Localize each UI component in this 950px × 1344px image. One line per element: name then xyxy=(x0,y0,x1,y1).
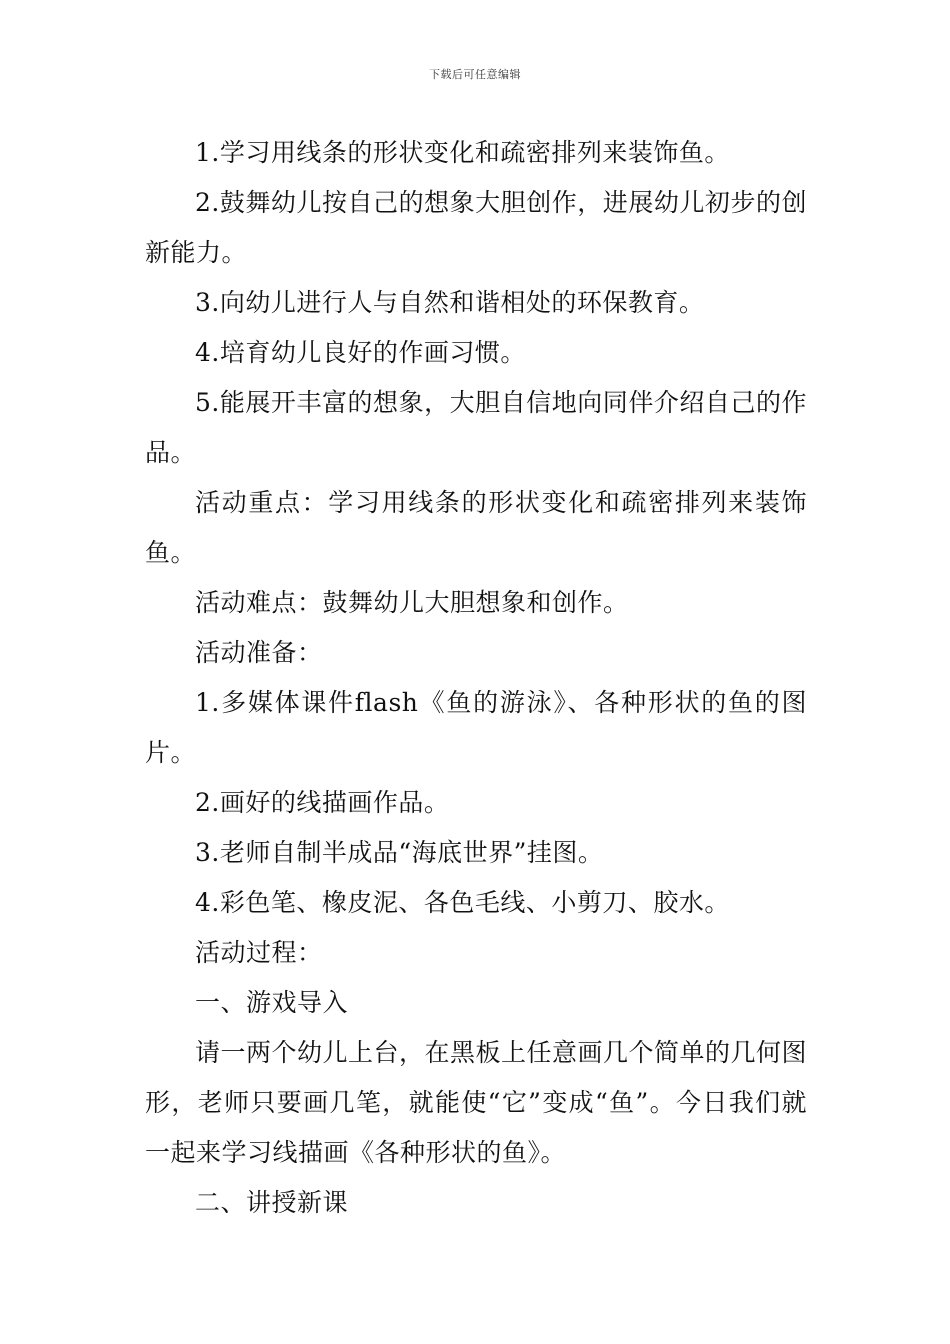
activity-key-point: 活动重点：学习用线条的形状变化和疏密排列来装饰鱼。 xyxy=(145,488,807,567)
preparation-2: 2.画好的线描画作品。 xyxy=(195,788,450,817)
preparation-3: 3.老师自制半成品“海底世界”挂图。 xyxy=(195,838,604,867)
section-1-heading: 一、游戏导入 xyxy=(195,988,349,1017)
preparation-1: 1.多媒体课件flash《鱼的游泳》、各种形状的鱼的图片。 xyxy=(145,688,807,767)
section-2-heading: 二、讲授新课 xyxy=(195,1188,349,1217)
objective-4: 4.培育幼儿良好的作画习惯。 xyxy=(195,338,526,367)
document-body xyxy=(145,128,807,1228)
header-note: 下载后可任意编辑 xyxy=(429,68,521,81)
section-1-body: 请一两个幼儿上台，在黑板上任意画几个简单的几何图形，老师只要画几笔，就能使“它”变成“鱼”。今日我们就一起来学习线描画《各种形状的鱼》。 xyxy=(145,1038,808,1167)
process-heading: 活动过程： xyxy=(195,938,323,967)
objective-3: 3.向幼儿进行人与自然和谐相处的环保教育。 xyxy=(195,288,705,317)
objective-1: 1.学习用线条的形状变化和疏密排列来装饰鱼。 xyxy=(195,138,730,167)
objective-2: 2.鼓舞幼儿按自己的想象大胆创作，进展幼儿初步的创新能力。 xyxy=(145,188,807,267)
preparation-heading: 活动准备： xyxy=(195,638,323,667)
objective-5: 5.能展开丰富的想象，大胆自信地向同伴介绍自己的作品。 xyxy=(145,388,807,467)
activity-difficulty: 活动难点：鼓舞幼儿大胆想象和创作。 xyxy=(195,588,629,617)
preparation-4: 4.彩色笔、橡皮泥、各色毛线、小剪刀、胶水。 xyxy=(195,888,730,917)
